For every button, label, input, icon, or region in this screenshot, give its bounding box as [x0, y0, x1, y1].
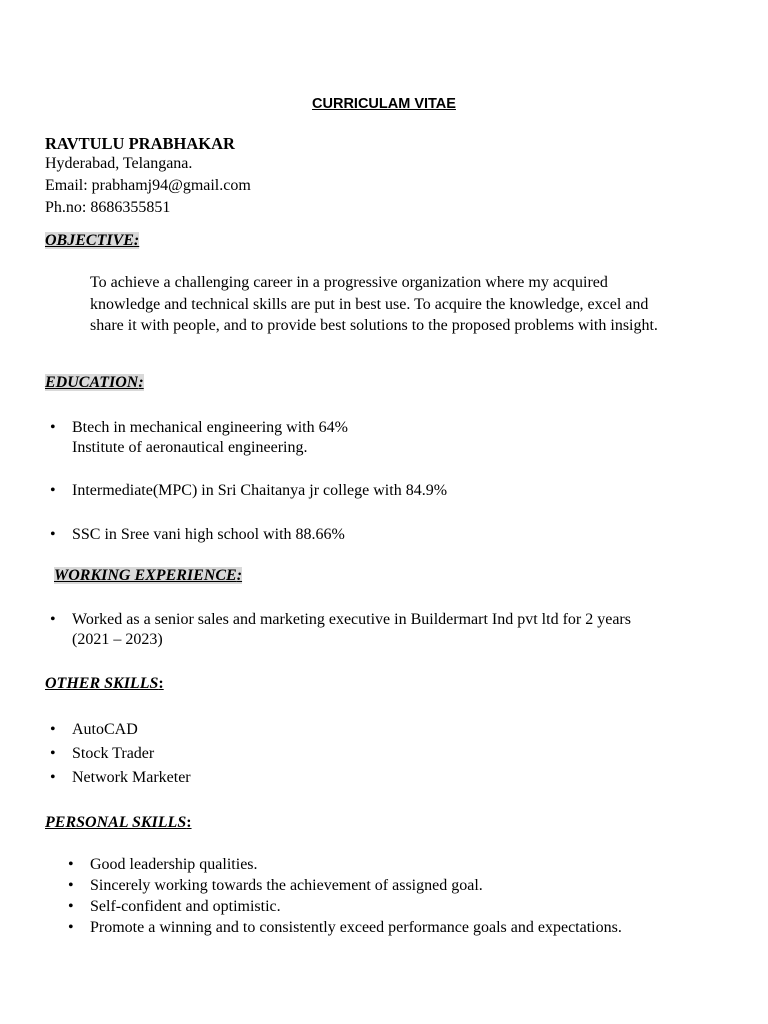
education-heading-label: EDUCATION [45, 374, 139, 391]
email-text: Email: prabhamj94@gmail.com [45, 177, 251, 194]
objective-line: To achieve a challenging career in a progressive organization where my acquired [90, 274, 608, 291]
other-skill-item [50, 721, 138, 739]
experience-item-line: (2021 – 2023) [72, 631, 163, 648]
bullet-icon: • [68, 919, 74, 936]
document-title: CURRICULAM VITAE [312, 96, 456, 112]
bullet-icon: • [50, 745, 56, 762]
personal-skill-item [68, 919, 622, 937]
objective-line: share it with people, and to provide best solutions to the proposed problems with insight. [90, 317, 658, 334]
education-item [50, 419, 348, 457]
experience-heading-label: WORKING EXPERIENCE [54, 567, 237, 584]
bullet-icon: • [50, 611, 56, 628]
personal-skills-heading-label: PERSONAL SKILLS [45, 814, 187, 831]
experience-heading: WORKING EXPERIENCE: [54, 567, 243, 584]
bullet-icon: • [50, 721, 56, 738]
phone-text: Ph.no: 8686355851 [45, 199, 171, 216]
personal-skill-label: Self-confident and optimistic. [90, 898, 281, 915]
education-item-line: Btech in mechanical engineering with 64% [72, 419, 348, 436]
other-skill-label: Stock Trader [72, 745, 155, 762]
bullet-icon: • [68, 856, 74, 873]
bullet-icon: • [50, 419, 56, 436]
education-item [50, 482, 448, 500]
objective-heading: OBJECTIVE: [45, 232, 140, 249]
objective-heading-label: OBJECTIVE [45, 232, 134, 249]
other-skills-heading-label: OTHER SKILLS [45, 675, 159, 692]
education-heading: EDUCATION: [45, 374, 144, 391]
education-item-line: SSC in Sree vani high school with 88.66% [72, 526, 345, 543]
objective-line: knowledge and technical skills are put in best use. To acquire the knowledge, excel and [90, 295, 649, 313]
objective-paragraph [90, 272, 658, 337]
other-skills-heading: OTHER SKILLS: [45, 675, 164, 692]
bullet-icon: • [50, 482, 56, 499]
other-skill-item [50, 769, 191, 787]
personal-skill-label: Sincerely working towards the achievement of assigned goal. [90, 877, 483, 894]
other-skill-label: Network Marketer [72, 769, 191, 786]
education-item [50, 526, 345, 544]
bullet-icon: • [68, 898, 74, 915]
candidate-name: RAVTULU PRABHAKAR [45, 134, 235, 153]
experience-item-line: Worked as a senior sales and marketing executive in Buildermart Ind pvt ltd for 2 years [72, 611, 631, 628]
personal-skill-label: Good leadership qualities. [90, 856, 258, 873]
other-skill-label: AutoCAD [72, 721, 138, 738]
bullet-icon: • [50, 769, 56, 786]
experience-item [50, 611, 631, 649]
bullet-icon: • [68, 877, 74, 894]
education-item-line: Institute of aeronautical engineering. [72, 439, 308, 456]
personal-skill-label: Promote a winning and to consistently exceed performance goals and expectations. [90, 919, 622, 936]
personal-skill-item [68, 856, 258, 874]
personal-skill-item [68, 877, 483, 895]
bullet-icon: • [50, 526, 56, 543]
other-skill-item [50, 745, 155, 763]
personal-skill-item [68, 898, 281, 916]
location-text: Hyderabad, Telangana. [45, 155, 193, 172]
education-item-line: Intermediate(MPC) in Sri Chaitanya jr college with 84.9% [72, 482, 448, 499]
personal-skills-heading: PERSONAL SKILLS: [45, 814, 192, 831]
